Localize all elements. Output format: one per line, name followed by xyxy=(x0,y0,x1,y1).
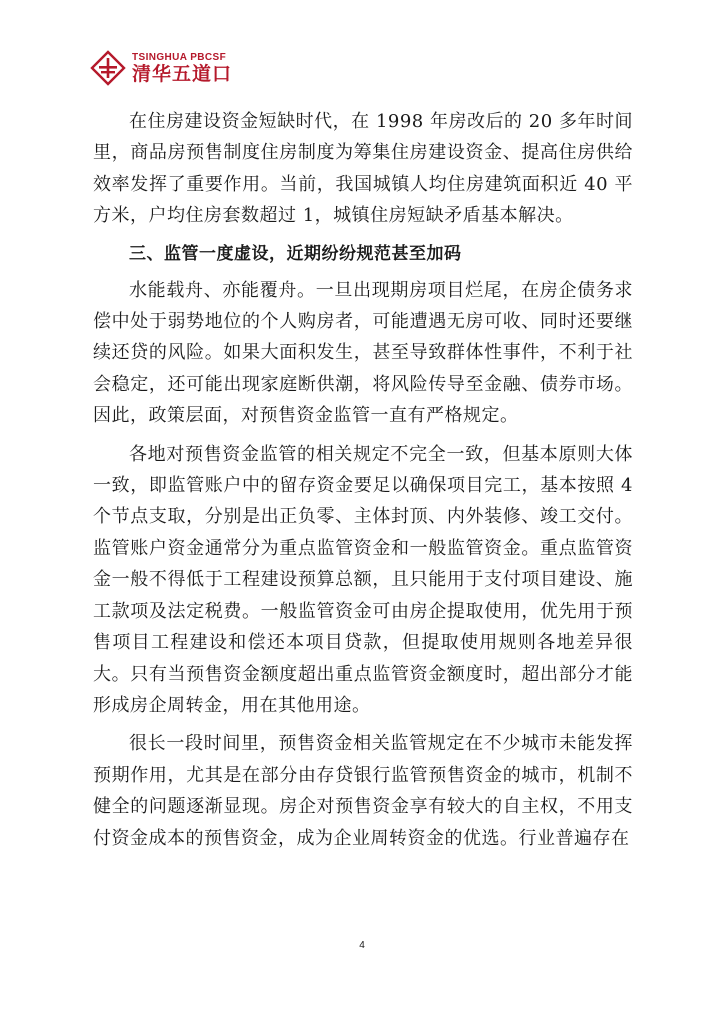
document-body xyxy=(93,106,633,854)
page-number: 4 xyxy=(359,940,365,951)
section-heading: 三、监管一度虚设，近期纷纷规范甚至加码 xyxy=(129,243,462,264)
logo-text xyxy=(132,53,232,84)
tsinghua-pbcsf-logo-icon xyxy=(90,50,126,86)
header-logo xyxy=(90,48,232,88)
logo-english-text: TSINGHUA PBCSF xyxy=(132,51,227,63)
paragraph-2: 水能载舟、亦能覆舟。一旦出现期房项目烂尾，在房企债务求偿中处于弱势地位的个人购房者，可能遭遇无房可收、同时还要继续还贷的风险。如果大面积发生，甚至导致群体性事件，不利于社会稳定，还可能出现家庭断供潮，将风险传导至金融、债券市场。因此，政策层面，对预售资金监管一直有严格规定。 xyxy=(93,279,633,427)
paragraph-3: 各地对预售资金监管的相关规定不完全一致，但基本原则大体一致，即监管账户中的留存资金要足以确保项目完工，基本按照 4 个节点支取，分别是出正负零、主体封顶、内外装修、竣工交付。监管账户资金通常分为重点监管资金和一般监管资金。重点监管资金一般不得低于工程建设预算总额，且只能用于支付项目建设、施工款项及法定税费。一般监管资金可由房企提取使用，优先用于预售项目工程建设和偿还本项目贷款，但提取使用规则各地差异很大。只有当预售资金额度超出重点监管资金额度时，超出部分才能形成房企周转金，用在其他用途。 xyxy=(93,443,633,716)
logo-chinese-text: 清华五道口 xyxy=(132,62,233,85)
paragraph-1: 在住房建设资金短缺时代，在 1998 年房改后的 20 多年时间里，商品房预售制度住房制度为筹集住房建设资金、提高住房供给效率发挥了重要作用。当前，我国城镇人均住房建筑面积近 40 平方米，户均住房套数超过 1，城镇住房短缺矛盾基本解决。 xyxy=(93,111,633,227)
paragraph-4: 很长一段时间里，预售资金相关监管规定在不少城市未能发挥预期作用，尤其是在部分由存贷银行监管预售资金的城市，机制不健全的问题逐渐显现。房企对预售资金享有较大的自主权，不用支付资金成本的预售资金，成为企业周转资金的优选。行业普遍存在 xyxy=(93,733,633,849)
